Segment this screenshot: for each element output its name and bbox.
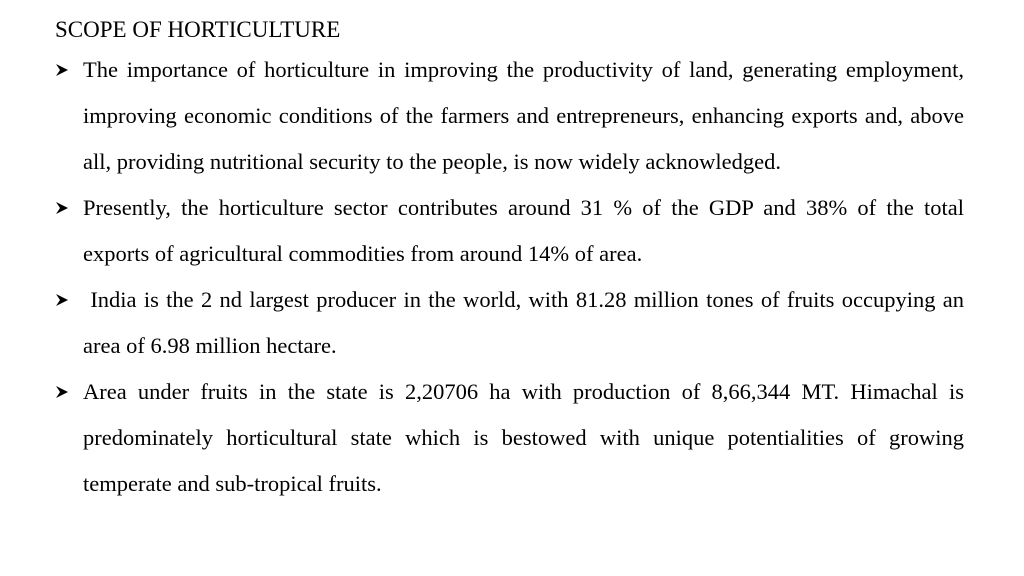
bullet-text: Presently, the horticulture sector contributes around 31 % of the GDP and 38% of the total exports of agricultural commodities from around 14% of area.	[83, 195, 964, 266]
slide-title: SCOPE OF HORTICULTURE	[55, 17, 341, 42]
bullet-item	[55, 47, 964, 185]
arrowhead-bullet-icon	[55, 185, 83, 231]
bullet-item	[55, 277, 970, 369]
arrowhead-bullet-icon	[55, 47, 83, 93]
bullet-text: Area under fruits in the state is 2,20706 ha with production of 8,66,344 MT. Himachal is predominately horticultural state which is bestowed with unique potentialities of growing temperate and sub-tropical fruits.	[83, 379, 964, 496]
bullet-text: The importance of horticulture in improving the productivity of land, generating employment, improving economic conditions of the farmers and entrepreneurs, enhancing exports and, above all, providing nutritional security to the people, is now widely acknowledged.	[83, 57, 964, 174]
bullet-text: India is the 2 nd largest producer in the world, with 81.28 million tones of fruits occupying an area of 6.98 million hectare.	[83, 287, 970, 358]
bullet-item	[55, 369, 964, 507]
arrowhead-bullet-icon	[55, 369, 83, 415]
arrowhead-bullet-icon	[55, 277, 83, 323]
bullet-item	[55, 185, 964, 277]
bullet-list	[55, 47, 970, 507]
